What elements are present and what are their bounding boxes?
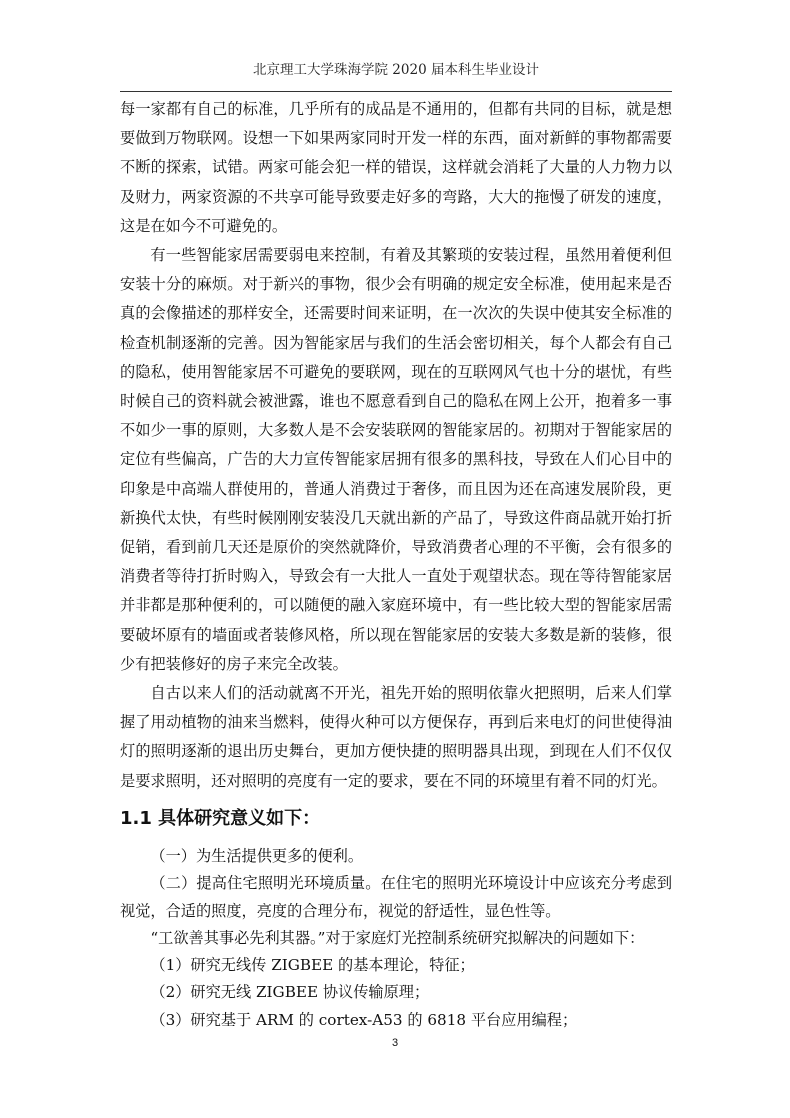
paragraph-lighting-history: 自古以来人们的活动就离不开光，祖先开始的照明依靠火把照明，后来人们掌握了用动植物的油来当燃料，使得火种可以方便保存，再到后来电灯的问世使得油灯的照明逐渐的退出历史舞台，更加方便快捷的照明器具出现，到现在人们不仅仅是要求照明，还对照明的亮度有一定的要求，要在不同的环境里有着不同的灯光。	[120, 684, 672, 790]
list-item: “工欲善其事必先利其器。”对于家庭灯光控制系统研究拟解决的问题如下：	[150, 928, 645, 947]
page-number: 3	[391, 1037, 399, 1049]
list-item: （3）研究基于 ARM 的 cortex-A53 的 6818 平台应用编程；	[150, 1010, 578, 1029]
research-significance-list	[120, 843, 672, 1034]
page-header: 北京理工大学珠海学院 2020 届本科生毕业设计	[253, 62, 539, 78]
list-item: （2）研究无线 ZIGBEE 协议传输原理；	[150, 983, 430, 1002]
list-item: （1）研究无线传 ZIGBEE 的基本理论，特征；	[150, 956, 475, 975]
paragraph-standards: 每一家都有自己的标准，几乎所有的成品是不通用的，但都有共同的目标，就是想要做到万物联网。设想一下如果两家同时开发一样的东西，面对新鲜的事物都需要不断的探索，试错。两家可能会犯一样的错误，这样就会消耗了大量的人力物力以及财力，两家资源的不共享可能导致要走好多的弯路，大大的拖慢了研发的速度，这是在如今不可避免的。	[120, 100, 672, 235]
body-text	[120, 95, 672, 796]
section-heading: 1.1 具体研究意义如下：	[120, 808, 321, 829]
list-item: （二）提高住宅照明光环境质量。在住宅的照明光环境设计中应该充分考虑到视觉，合适的照度，亮度的合理分布，视觉的舒适性，显色性等。	[120, 874, 672, 920]
list-item: （一）为生活提供更多的便利。	[150, 847, 364, 865]
paragraph-installation-issues: 有一些智能家居需要弱电来控制，有着及其繁琐的安装过程，虽然用着便利但安装十分的麻烦。对于新兴的事物，很少会有明确的规定安全标准，使用起来是否真的会像描述的那样安全，还需要时间来证明，在一次次的失误中使其安全标准的检查机制逐渐的完善。因为智能家居与我们的生活会密切相关，每个人都会有自己的隐私，使用智能家居不可避免的要联网，现在的互联网风气也十分的堪忧，有些时候自己的资料就会被泄露，谁也不愿意看到自己的隐私在网上公开，抱着多一事不如少一事的原则，大多数人是不会安装联网的智能家居的。初期对于智能家居的定位有些偏高，广告的大力宣传智能家居拥有很多的黑科技，导致在人们心目中的印象是中高端人群使用的，普通人消费过于奢侈，而且因为还在高速发展阶段，更新换代太快，有些时候刚刚安装没几天就出新的产品了，导致这件商品就开始打折促销，看到前几天还是原价的突然就降价，导致消费者心理的不平衡，会有很多的消费者等待打折时购入，导致会有一大批人一直处于观望状态。现在等待智能家居并非都是那种便利的，可以随便的融入家庭环境中，有一些比较大型的智能家居需要破坏原有的墙面或者装修风格，所以现在智能家居的安装大多数是新的装修，很少有把装修好的房子来完全改装。	[120, 246, 672, 673]
header-rule	[120, 91, 672, 92]
